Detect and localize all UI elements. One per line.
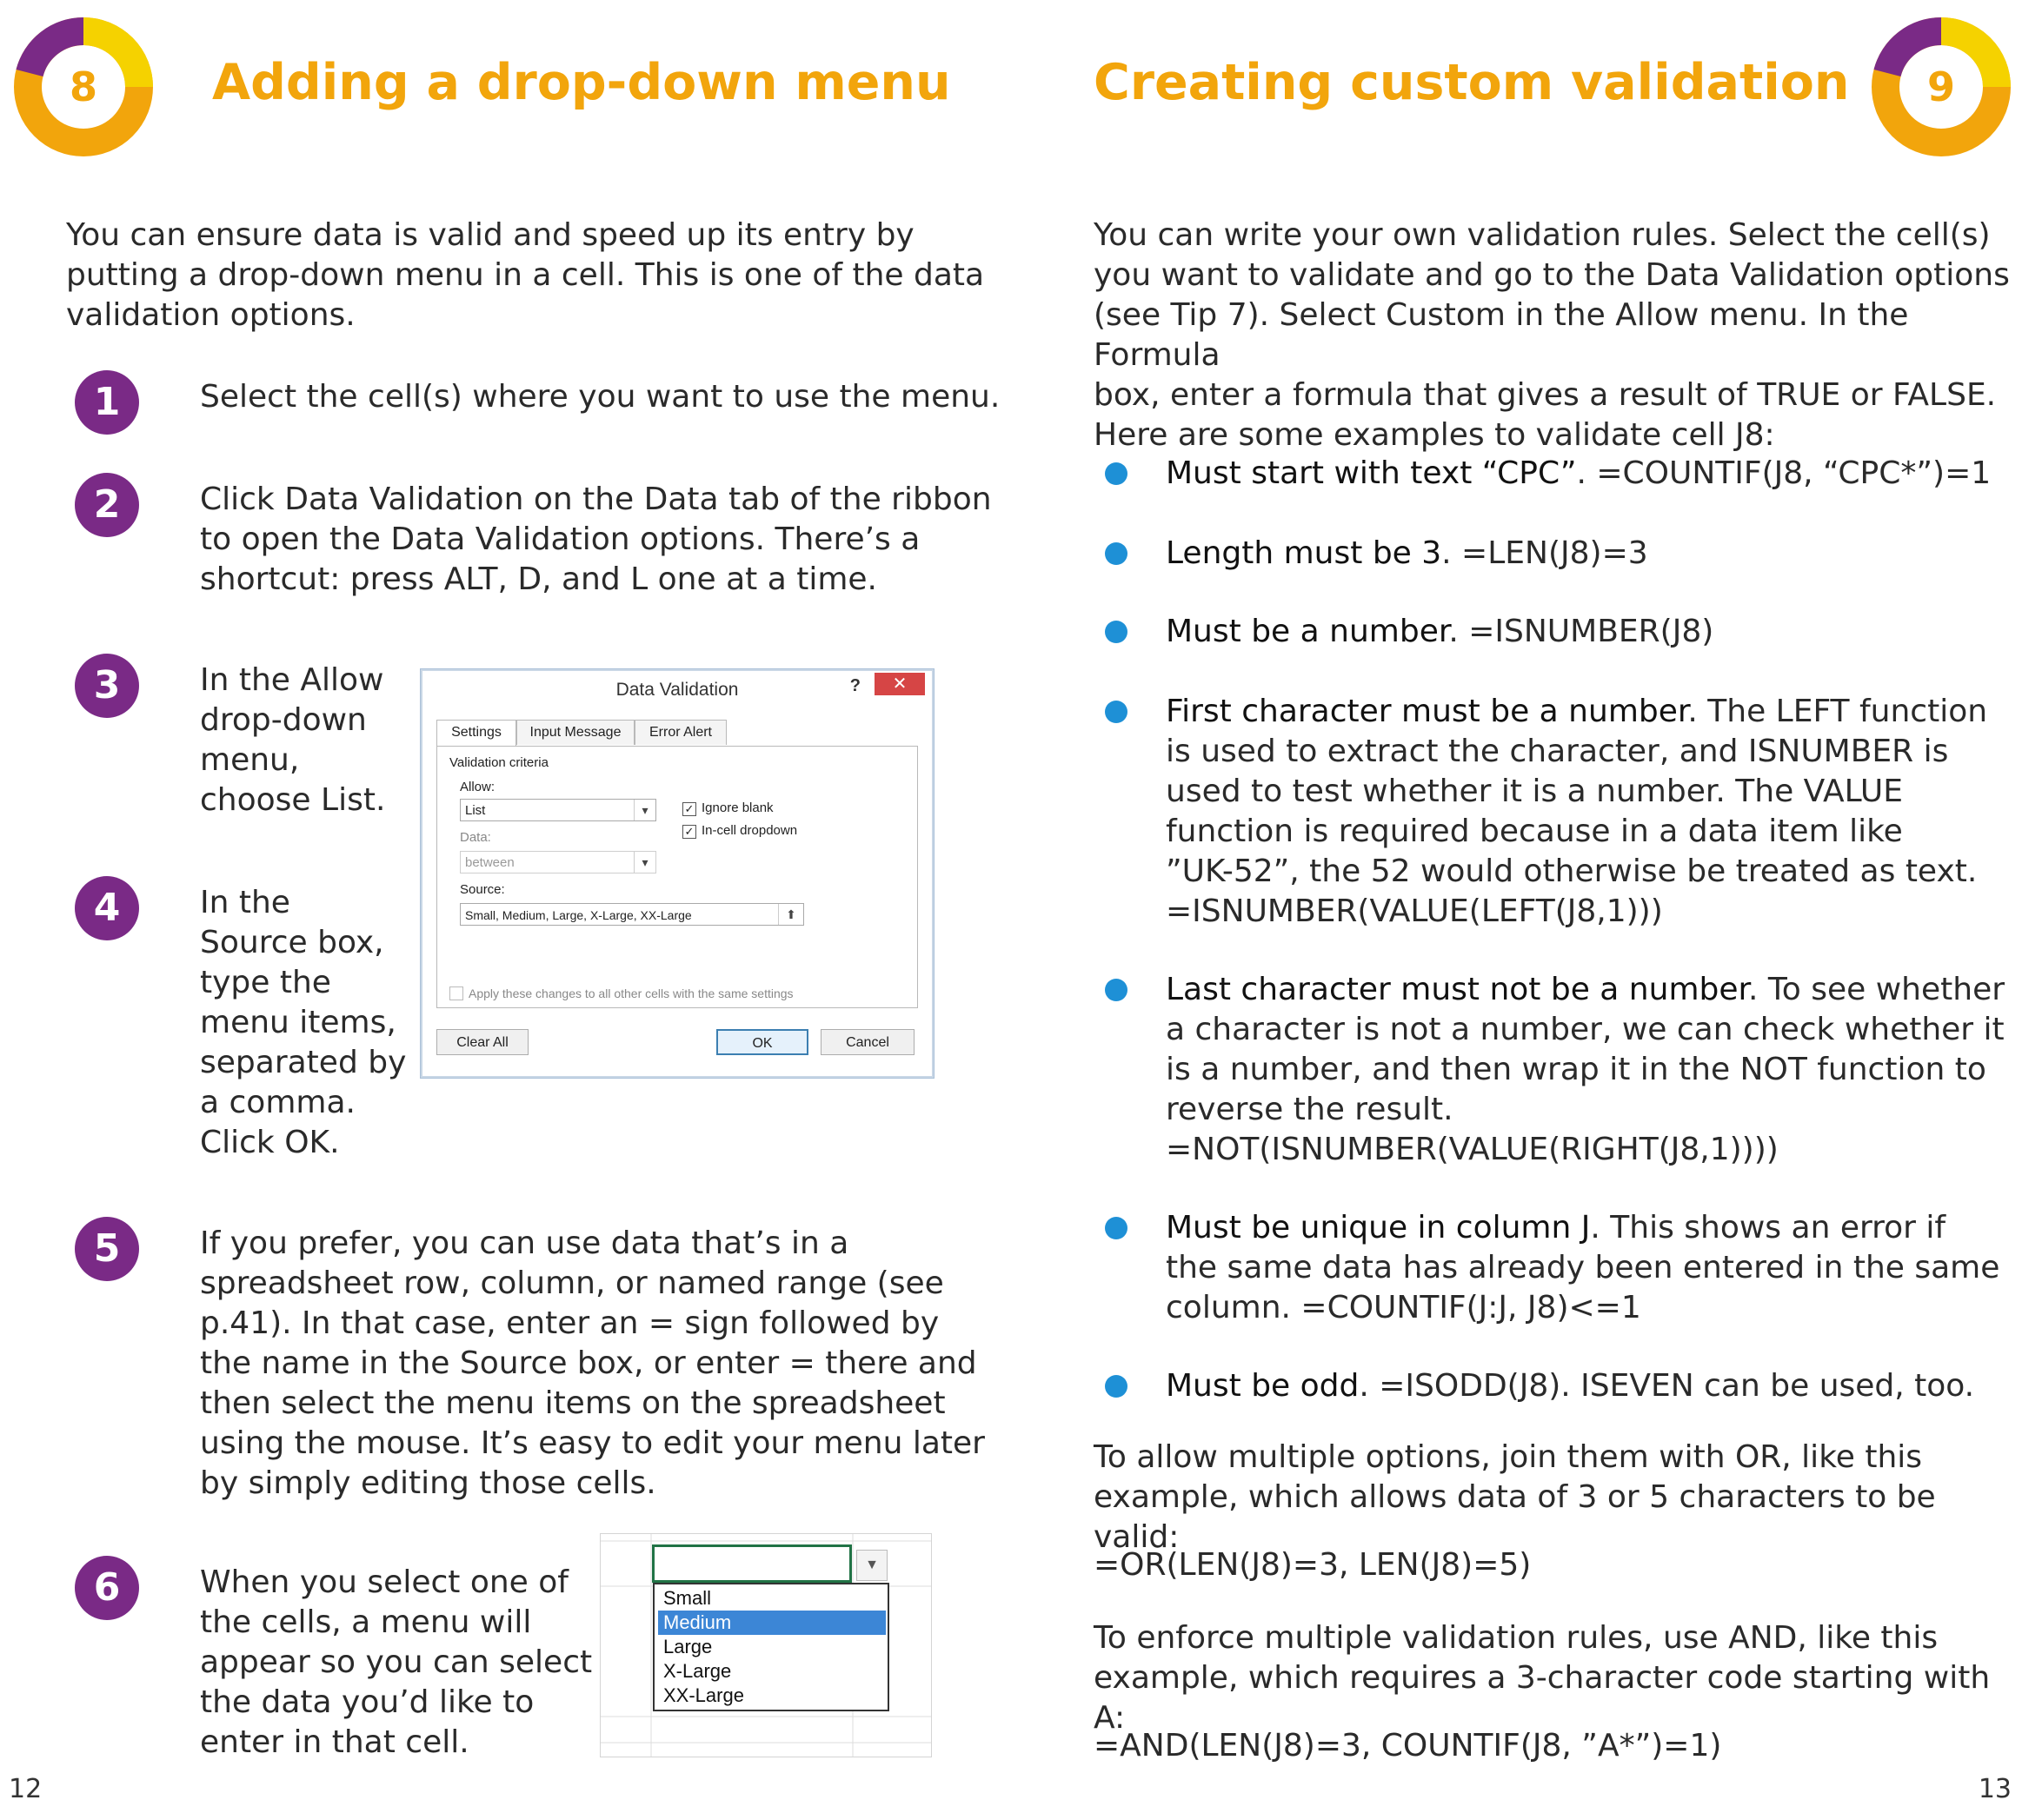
bullet-dot [1105, 621, 1127, 643]
cancel-button[interactable]: Cancel [821, 1029, 915, 1055]
bullet-text: Last character must not be a number. To see whether a character is not a number, we can check whether it is a number, and then wrap it in the NOT function to reverse the result. =NOT(ISNUMBER(VALUE(RIGHT(J8,1)))) [1166, 972, 2005, 1167]
step-number: 6 [75, 1556, 139, 1620]
step-text: In the Source box, type the menu items, separated by a comma. Click OK. [200, 885, 407, 1160]
page-title: Adding a drop-down menu [212, 54, 951, 111]
source-label: Source: [460, 882, 505, 897]
bullet-text: Must be odd. =ISODD(J8). ISEVEN can be used, too. [1166, 1368, 1975, 1404]
tab-input-message[interactable]: Input Message [516, 720, 635, 745]
intro-paragraph: You can ensure data is valid and speed up its entry by putting a drop-down menu in a cell. This is one of the data validation options. [66, 217, 985, 333]
chevron-down-icon: ▾ [634, 852, 655, 873]
or-explanation: To allow multiple options, join them with OR, like this example, which allows data of 3 or 5 characters to be valid: [1094, 1439, 1936, 1555]
page-title: Creating custom validation [1094, 54, 1850, 111]
dropdown-list [653, 1583, 889, 1711]
step-text: Click Data Validation on the Data tab of the ribbon to open the Data Validation options. There’s a shortcut: press ALT, D, and L one at a time. [200, 482, 992, 597]
dropdown-item[interactable]: X-Large [663, 1660, 732, 1682]
data-validation-dialog [421, 669, 934, 1078]
close-button[interactable]: ✕ [875, 673, 925, 695]
apply-all-label: Apply these changes to all other cells with the same settings [469, 986, 794, 1000]
step-number: 4 [75, 876, 139, 940]
right-page [1011, 0, 2022, 1820]
bullet-dot [1105, 1217, 1127, 1239]
step-number: 3 [75, 654, 139, 718]
bullet-text: Length must be 3. =LEN(J8)=3 [1166, 535, 1648, 571]
bullet-text: Must start with text “CPC”. =COUNTIF(J8, “CPC*”)=1 [1166, 455, 1992, 491]
step-number: 2 [75, 473, 139, 537]
clear-all-button[interactable]: Clear All [436, 1029, 529, 1055]
ignore-blank-checkbox[interactable]: ✓ [682, 802, 696, 816]
validation-criteria-label: Validation criteria [449, 755, 549, 770]
bullet-dot [1105, 979, 1127, 1001]
tip-badge-8 [14, 17, 153, 156]
intro-paragraph: You can write your own validation rules. Select the cell(s) you want to validate and go to the Data Validation options (see Tip 7). Select Custom in the Allow menu. In the Formula box, enter a formula that gives a result of TRUE or FALSE. Here are some examples to validate cell J8: [1094, 217, 2010, 453]
bullet-text: Must be a number. =ISNUMBER(J8) [1166, 614, 1714, 649]
bullet-dot [1105, 542, 1127, 565]
dialog-title: Data Validation [615, 680, 739, 700]
tip-badge-9 [1872, 17, 2011, 156]
in-cell-dropdown-checkbox[interactable]: ✓ [682, 825, 696, 839]
dropdown-item-selected[interactable]: Medium [658, 1611, 886, 1635]
apply-all-checkbox[interactable] [449, 986, 463, 1000]
collapse-dialog-icon[interactable]: ⬆ [778, 904, 803, 925]
dropdown-item[interactable]: Large [663, 1636, 713, 1657]
chevron-down-icon: ▾ [634, 800, 655, 820]
dropdown-demo [600, 1533, 932, 1757]
settings-panel [436, 746, 918, 1008]
and-explanation: To enforce multiple validation rules, use AND, like this example, which requires a 3-character code starting with A: [1094, 1620, 1991, 1736]
step-number: 1 [75, 370, 139, 435]
page-number: 12 [9, 1774, 43, 1804]
allow-select[interactable]: List ▾ [460, 799, 656, 821]
dropdown-item[interactable]: XX-Large [663, 1684, 744, 1706]
tab-settings[interactable]: Settings [436, 720, 516, 747]
data-label: Data: [460, 830, 491, 845]
ignore-blank-label: Ignore blank [702, 800, 774, 815]
selected-cell[interactable] [652, 1544, 852, 1583]
allow-label: Allow: [460, 780, 496, 794]
source-input[interactable]: Small, Medium, Large, X-Large, XX-Large ⬆ [460, 903, 804, 926]
page-number: 13 [1978, 1774, 2012, 1804]
bullet-text: Must be unique in column J. This shows an error if the same data has already been entered in the same column. =COUNTIF(J:J, J8)<=1 [1166, 1210, 2000, 1325]
dropdown-arrow-button[interactable] [856, 1550, 888, 1581]
dropdown-item[interactable]: Small [663, 1587, 712, 1609]
data-select: between ▾ [460, 851, 656, 873]
and-formula: =AND(LEN(J8)=3, COUNTIF(J8, ”A*”)=1) [1094, 1728, 1722, 1764]
step-text: In the Allow drop-down menu, choose List. [200, 662, 386, 818]
bullet-dot [1105, 1375, 1127, 1398]
ok-button[interactable]: OK [716, 1029, 808, 1055]
step-number: 5 [75, 1217, 139, 1281]
tab-error-alert[interactable]: Error Alert [635, 720, 727, 745]
chevron-down-icon: ▼ [865, 1558, 879, 1572]
badge-number: 9 [1926, 63, 1956, 110]
or-formula: =OR(LEN(J8)=3, LEN(J8)=5) [1094, 1547, 1532, 1583]
bullet-text: First character must be a number. The LEFT function is used to extract the character, and ISNUMBER is used to test whether it is a number. The VALUE function is required because in a data item like ”UK-52”, the 52 would otherwise be treated as text. =ISNUMBER(VALUE(LEFT(J8,1))) [1166, 694, 1988, 929]
badge-number: 8 [69, 63, 98, 110]
help-icon[interactable]: ? [849, 676, 861, 695]
step-text: When you select one of the cells, a menu will appear so you can select the data you’d like to enter in that cell. [200, 1564, 593, 1760]
in-cell-dropdown-label: In-cell dropdown [702, 823, 798, 838]
step-text: Select the cell(s) where you want to use the menu. [200, 379, 1001, 415]
step-text: If you prefer, you can use data that’s in a spreadsheet row, column, or named range (see p.41). In that case, enter an = sign followed by the name in the Source box, or enter = there and then select the menu items on the spreadsheet using the mouse. It’s easy to edit your menu later by simply editing those cells. [200, 1226, 985, 1501]
bullet-dot [1105, 462, 1127, 485]
bullet-dot [1105, 701, 1127, 723]
